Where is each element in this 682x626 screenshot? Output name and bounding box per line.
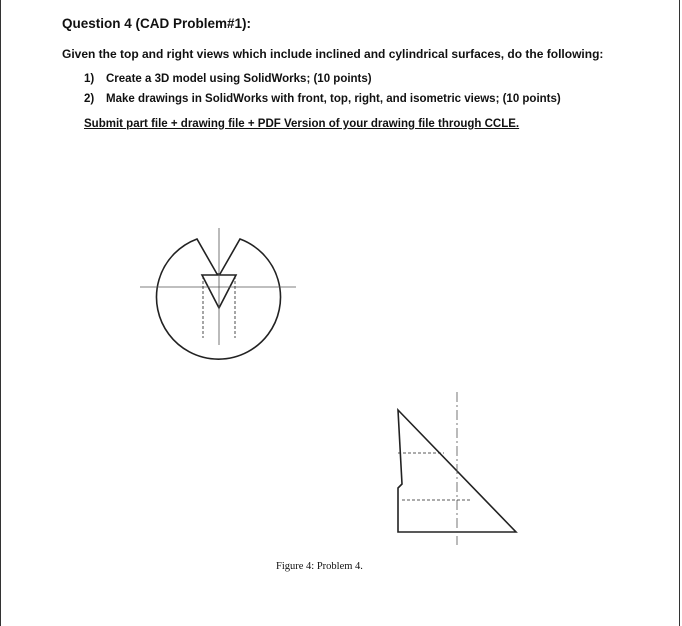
- task-number: 1): [84, 73, 95, 85]
- submission-instructions: Submit part file + drawing file + PDF Version of your drawing file through CCLE.: [84, 118, 520, 130]
- task-text: Make drawings in SolidWorks with front, top, right, and isometric views; (10 points): [106, 93, 561, 105]
- top-view-drawing: [140, 228, 296, 359]
- top-view-outline: [156, 239, 280, 359]
- right-view-drawing: [398, 392, 516, 545]
- question-title: Question 4 (CAD Problem#1):: [62, 16, 252, 31]
- question-intro: Given the top and right views which include inclined and cylindrical surfaces, do the following:: [62, 47, 604, 61]
- task-number: 2): [84, 93, 95, 105]
- task-text: Create a 3D model using SolidWorks; (10 points): [106, 73, 372, 85]
- figure-caption: Figure 4: Problem 4.: [276, 561, 363, 572]
